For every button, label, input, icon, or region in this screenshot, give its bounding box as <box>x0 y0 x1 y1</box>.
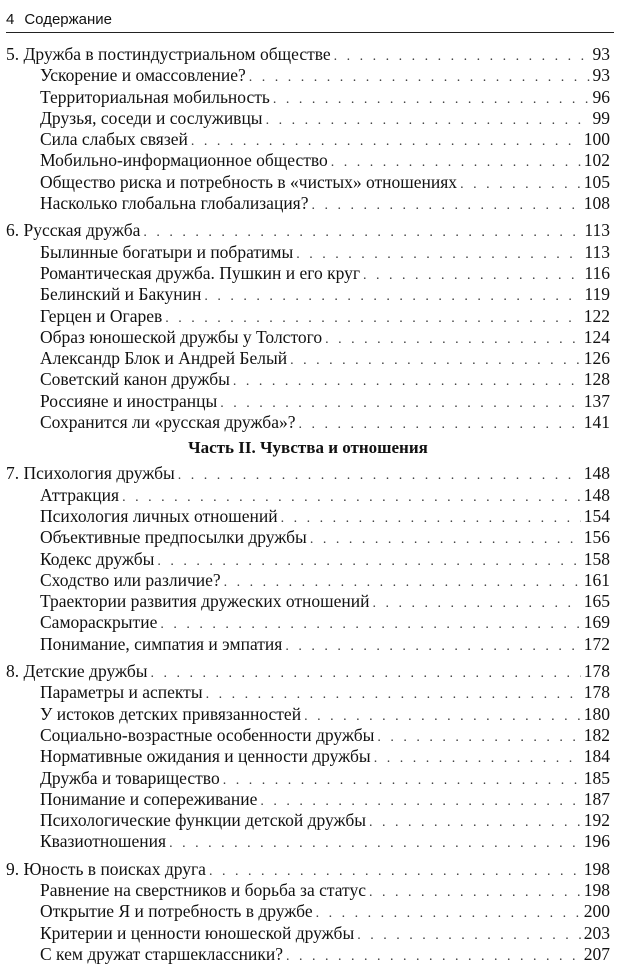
toc-entry[interactable] <box>6 682 610 703</box>
leader-dots <box>377 727 580 748</box>
entry-page-number: 128 <box>583 369 610 390</box>
entry-page-number: 116 <box>584 262 610 283</box>
entry-title: Советский канон дружбы <box>40 369 230 390</box>
toc-entry[interactable] <box>6 810 610 831</box>
leader-dots <box>285 636 580 657</box>
entry-page-number: 161 <box>583 569 610 590</box>
leader-dots <box>299 414 581 435</box>
entry-title: 7. Психология дружбы <box>6 463 175 484</box>
entry-title: Аттракция <box>40 484 120 505</box>
toc-entry[interactable] <box>6 506 610 527</box>
entry-page-number: 148 <box>583 463 610 484</box>
leader-dots <box>357 925 581 946</box>
entry-page-number: 93 <box>592 44 610 64</box>
entry-page-number: 154 <box>583 505 610 526</box>
leader-dots <box>169 833 581 854</box>
toc-entry[interactable] <box>6 789 610 810</box>
toc-entry[interactable] <box>6 725 610 746</box>
toc-entry[interactable] <box>6 391 610 412</box>
entry-page-number: 137 <box>583 390 610 411</box>
leader-dots <box>220 393 581 414</box>
entry-page-number: 122 <box>583 305 610 326</box>
toc-block-2 <box>6 220 610 433</box>
entry-page-number: 141 <box>583 412 610 433</box>
toc-entry[interactable] <box>6 704 610 725</box>
entry-title: Общество риска и потребность в «чистых» отношениях <box>40 171 458 192</box>
toc-entry[interactable] <box>6 612 610 633</box>
entry-page-number: 100 <box>583 129 610 150</box>
entry-title: Квазиотношения <box>40 831 167 852</box>
leader-dots <box>460 174 581 195</box>
leader-dots <box>151 663 581 684</box>
leader-dots <box>260 791 580 812</box>
entry-title: Кодекс дружбы <box>40 548 155 569</box>
entry-title: Мобильно-информационное общество <box>40 150 328 171</box>
leader-dots <box>374 748 581 769</box>
entry-title: Нормативные ожидания и ценности дружбы <box>40 746 371 767</box>
entry-page-number: 187 <box>583 788 610 809</box>
toc-chapter[interactable] <box>6 859 610 880</box>
toc-entry[interactable] <box>6 591 610 612</box>
leader-dots <box>204 286 581 307</box>
toc-entry[interactable] <box>6 87 610 108</box>
toc-entry[interactable] <box>6 193 610 214</box>
toc-entry[interactable] <box>6 746 610 767</box>
toc-entry[interactable] <box>6 570 610 591</box>
toc-entry[interactable] <box>6 327 610 348</box>
toc-entry[interactable] <box>6 634 610 655</box>
entry-page-number: 105 <box>583 171 610 192</box>
toc-entry[interactable] <box>6 880 610 901</box>
entry-page-number: 198 <box>583 858 610 879</box>
table-of-contents <box>6 44 610 965</box>
entry-page-number: 198 <box>583 879 610 900</box>
entry-title: Понимание, симпатия и эмпатия <box>40 633 283 654</box>
entry-title: Равнение на сверстников и борьба за статус <box>40 879 366 900</box>
entry-page-number: 203 <box>583 922 610 943</box>
toc-chapter[interactable] <box>6 220 610 241</box>
entry-page-number: 93 <box>592 65 610 86</box>
header-title: Содержание <box>24 11 113 28</box>
entry-title: Александр Блок и Андрей Белый <box>40 348 288 369</box>
toc-entry[interactable] <box>6 412 610 433</box>
entry-title: Психологические функции детской дружбы <box>40 810 367 831</box>
entry-title: Белинский и Бакунин <box>40 284 202 305</box>
leader-dots <box>290 350 581 371</box>
toc-block-4 <box>6 661 610 853</box>
running-header <box>6 0 614 33</box>
entry-page-number: 119 <box>584 284 610 305</box>
entry-title: С кем дружат старшеклассники? <box>40 943 283 964</box>
toc-entry[interactable] <box>6 901 610 922</box>
leader-dots <box>331 152 581 173</box>
toc-chapter[interactable] <box>6 44 610 65</box>
entry-page-number: 207 <box>583 943 610 964</box>
toc-entry[interactable] <box>6 831 610 852</box>
leader-dots <box>157 551 580 572</box>
leader-dots <box>281 508 581 529</box>
entry-title: 8. Детские дружбы <box>6 661 148 682</box>
leader-dots <box>363 265 581 286</box>
entry-page-number: 178 <box>583 661 610 682</box>
entry-title: Сохранится ли «русская дружба»? <box>40 412 296 433</box>
entry-title: Ускорение и омассовление? <box>40 65 246 86</box>
entry-title: Насколько глобальна глобализация? <box>40 193 309 214</box>
leader-dots <box>209 861 581 882</box>
entry-page-number: 113 <box>584 220 610 241</box>
toc-entry[interactable] <box>6 65 610 86</box>
entry-title: 5. Дружба в постиндустриальном обществе <box>6 44 331 64</box>
entry-page-number: 99 <box>592 107 610 128</box>
leader-dots <box>316 903 581 924</box>
leader-dots <box>165 308 580 329</box>
toc-entry[interactable] <box>6 284 610 305</box>
leader-dots <box>286 946 581 967</box>
entry-title: Объективные предпосылки дружбы <box>40 527 307 548</box>
entry-page-number: 169 <box>583 612 610 633</box>
toc-entry[interactable] <box>6 108 610 129</box>
toc-entry[interactable] <box>6 768 610 789</box>
toc-chapter[interactable] <box>6 661 610 682</box>
leader-dots <box>266 110 590 131</box>
entry-title: Россияне и иностранцы <box>40 390 218 411</box>
leader-dots <box>143 222 581 243</box>
leader-dots <box>296 244 581 265</box>
entry-title: Параметры и аспекты <box>40 682 203 703</box>
leader-dots <box>369 882 581 903</box>
entry-title: Сила слабых связей <box>40 129 188 150</box>
toc-entry[interactable] <box>6 172 610 193</box>
entry-page-number: 200 <box>583 901 610 922</box>
entry-title: Территориальная мобильность <box>40 86 270 107</box>
entry-title: У истоков детских привязанностей <box>40 703 302 724</box>
entry-title: 9. Юность в поисках друга <box>6 858 206 879</box>
entry-title: 6. Русская дружба <box>6 220 141 241</box>
entry-title: Критерии и ценности юношеской дружбы <box>40 922 355 943</box>
entry-title: Герцен и Огарев <box>40 305 163 326</box>
leader-dots <box>223 770 581 791</box>
entry-page-number: 96 <box>592 86 610 107</box>
entry-title: Социально-возрастные особенности дружбы <box>40 724 375 745</box>
entry-page-number: 182 <box>583 724 610 745</box>
entry-title: Былинные богатыри и побратимы <box>40 241 294 262</box>
leader-dots <box>206 684 581 705</box>
part-title: Часть II. Чувства и отношения <box>188 438 428 458</box>
entry-title: Друзья, соседи и сослуживцы <box>40 107 263 128</box>
toc-entry[interactable] <box>6 485 610 506</box>
leader-dots <box>122 487 581 508</box>
leader-dots <box>369 812 581 833</box>
toc-chapter[interactable] <box>6 463 610 484</box>
toc-entry[interactable] <box>6 549 610 570</box>
toc-entry[interactable] <box>6 306 610 327</box>
entry-page-number: 192 <box>583 810 610 831</box>
toc-entry[interactable] <box>6 129 610 150</box>
entry-page-number: 126 <box>583 348 610 369</box>
leader-dots <box>273 89 590 110</box>
toc-entry[interactable] <box>6 527 610 548</box>
page-number: 4 <box>6 11 15 28</box>
leader-dots <box>178 465 581 486</box>
entry-title: Открытие Я и потребность в дружбе <box>40 901 313 922</box>
entry-title: Образ юношеской дружбы у Толстого <box>40 326 323 347</box>
toc-entry[interactable] <box>6 263 610 284</box>
entry-page-number: 148 <box>583 484 610 505</box>
entry-title: Сходство или различие? <box>40 569 221 590</box>
toc-entry[interactable] <box>6 369 610 390</box>
entry-page-number: 165 <box>583 591 610 612</box>
toc-entry[interactable] <box>6 150 610 171</box>
entry-page-number: 156 <box>583 527 610 548</box>
entry-page-number: 102 <box>583 150 610 171</box>
leader-dots <box>334 46 590 67</box>
entry-page-number: 178 <box>583 682 610 703</box>
leader-dots <box>304 706 581 727</box>
entry-page-number: 172 <box>583 633 610 654</box>
entry-title: Психология личных отношений <box>40 505 278 526</box>
leader-dots <box>249 67 590 88</box>
toc-entry[interactable] <box>6 242 610 263</box>
leader-dots <box>312 195 581 216</box>
entry-page-number: 113 <box>584 241 610 262</box>
leader-dots <box>372 593 580 614</box>
entry-title: Самораскрытие <box>40 612 158 633</box>
entry-page-number: 108 <box>583 193 610 214</box>
toc-entry[interactable] <box>6 348 610 369</box>
entry-page-number: 158 <box>583 548 610 569</box>
entry-page-number: 124 <box>583 326 610 347</box>
entry-title: Дружба и товарищество <box>40 767 220 788</box>
entry-title: Понимание и сопереживание <box>40 788 258 809</box>
entry-page-number: 196 <box>583 831 610 852</box>
toc-block-3 <box>6 463 610 655</box>
toc-block-1 <box>6 44 610 214</box>
entry-page-number: 184 <box>583 746 610 767</box>
leader-dots <box>224 572 581 593</box>
leader-dots <box>325 329 581 350</box>
leader-dots <box>160 614 580 635</box>
leader-dots <box>310 529 581 550</box>
toc-entry[interactable] <box>6 923 610 944</box>
entry-page-number: 185 <box>583 767 610 788</box>
toc-entry[interactable] <box>6 944 610 965</box>
entry-title: Траектории развития дружеских отношений <box>40 591 370 612</box>
leader-dots <box>233 371 581 392</box>
entry-title: Романтическая дружба. Пушкин и его круг <box>40 262 361 283</box>
toc-block-5 <box>6 859 610 965</box>
leader-dots <box>191 131 581 152</box>
entry-page-number: 180 <box>583 703 610 724</box>
